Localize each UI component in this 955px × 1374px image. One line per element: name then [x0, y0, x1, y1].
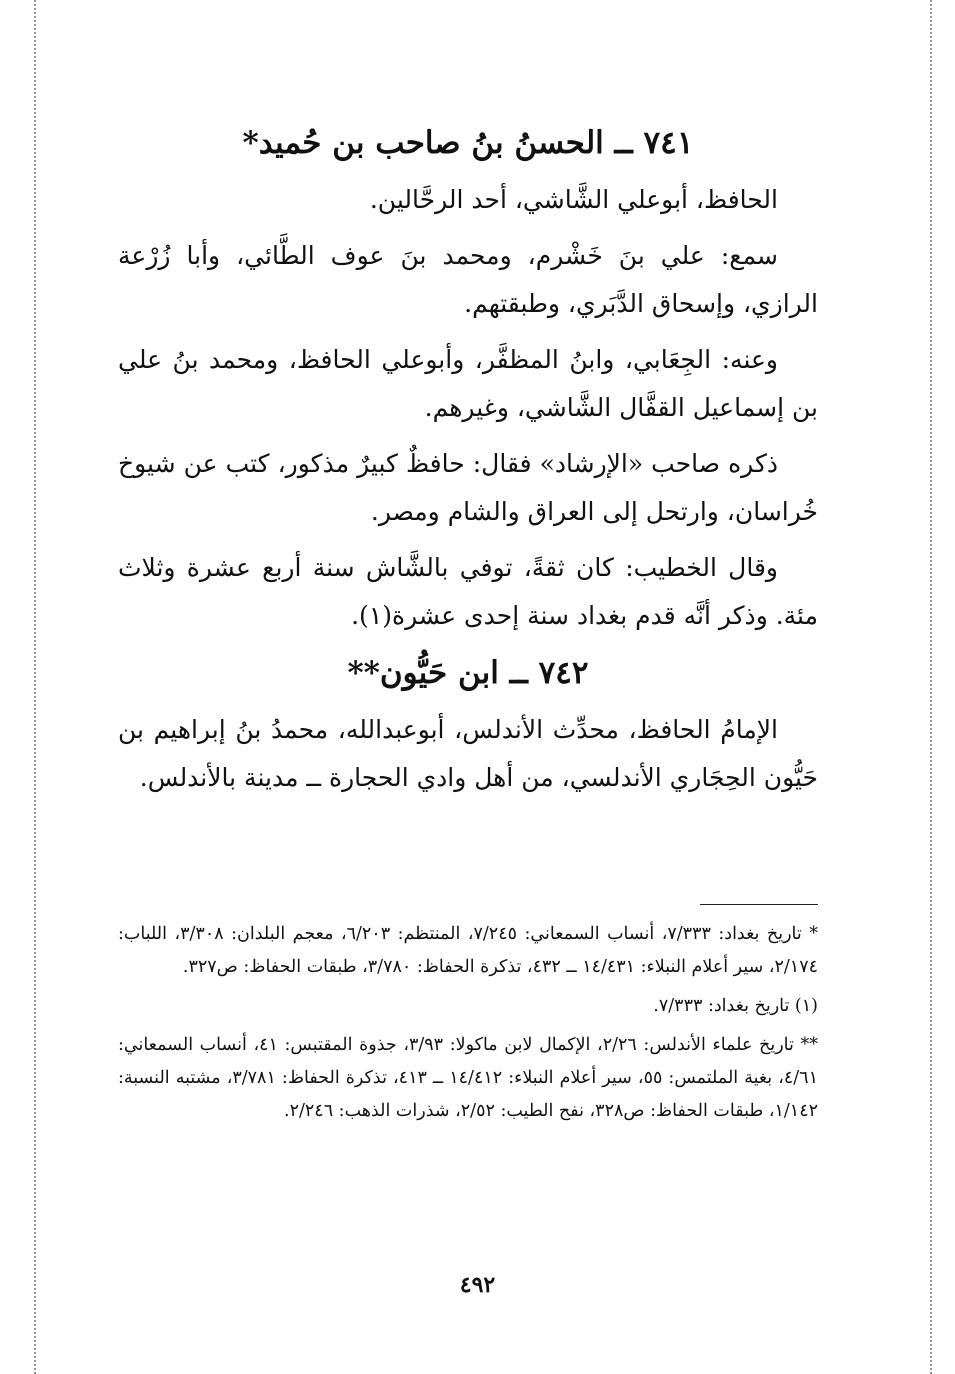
page-body [118, 118, 818, 810]
entry-742-title: ٧٤٢ ــ ابن حَيُّون** [347, 655, 589, 691]
entry-741-line-5: وقال الخطيب: كان ثقةً، توفي بالشَّاش سنة أربع عشرة وثلاث مئة. وذكر أنَّه قدم بغداد سنة إحدى عشرة(١). [118, 553, 818, 630]
entry-741-title: ٧٤١ ــ الحسنُ بنُ صاحب بن حُميد* [242, 125, 694, 161]
footnote-2: (١) تاريخ بغداد: ٧/٣٣٣. [653, 996, 818, 1016]
entry-741-line-4: ذكره صاحب «الإرشاد» فقال: حافظٌ كبيرٌ مذكور، كتب عن شيوخ خُراسان، وارتحل إلى العراق والشام ومصر. [118, 449, 818, 526]
entry-741-line-3: وعنه: الجِعَابي، وابنُ المظفَّر، وأبوعلي الحافظ، ومحمد بنُ علي بن إسماعيل القفَّال الشَّاشي، وغيرهم. [118, 345, 818, 422]
footnote-1: * تاريخ بغداد: ٧/٣٣٣، أنساب السمعاني: ٧/٢٤٥، المنتظم: ٦/٢٠٣، معجم البلدان: ٣/٣٠٨، اللباب: ٢/١٧٤، سير أعلام النبلاء: ١٤/٤٣١ ــ ٤٣٢، تذكرة الحفاظ: ٣/٧٨٠، طبقات الحفاظ: ص٣٢٧. [118, 924, 818, 977]
entry-741-line-1: الحافظ، أبوعلي الشَّاشي، أحد الرحَّالين. [369, 185, 778, 214]
footnote-separator [700, 904, 818, 905]
footnote-3: ** تاريخ علماء الأندلس: ٢/٢٦، الإكمال لابن ماكولا: ٣/٩٣، جذوة المقتبس: ٤١، أنساب السمعاني: ٤/٦١، بغية الملتمس: ٥٥، سير أعلام النبلاء: ١٤/٤١٢ ــ ٤١٣، تذكرة الحفاظ: ٣/٧٨١، مشتبه النسبة: ١/١٤٢، طبقات الحفاظ: ص٣٢٨، نفح الطيب: ٢/٥٢، شذرات الذهب: ٢/٢٤٦. [118, 1035, 818, 1121]
entry-741-line-2: سمع: علي بنَ خَشْرم، ومحمد بنَ عوف الطَّائي، وأبا زُرْعة الرازي، وإسحاق الدَّبَري، وطبقتهم. [118, 241, 818, 318]
page-number: ٤٩٢ [459, 1272, 496, 1298]
entry-742-line-1: الإمامُ الحافظ، محدِّث الأندلس، أبوعبدالله، محمدُ بنُ إبراهيم بن حَيُّون الحِجَاري الأندلسي، من أهل وادي الحجارة ــ مدينة بالأندلس. [118, 715, 818, 792]
page-edge-right [930, 0, 932, 1374]
page-edge-left [34, 0, 36, 1374]
footnotes [118, 918, 818, 1134]
